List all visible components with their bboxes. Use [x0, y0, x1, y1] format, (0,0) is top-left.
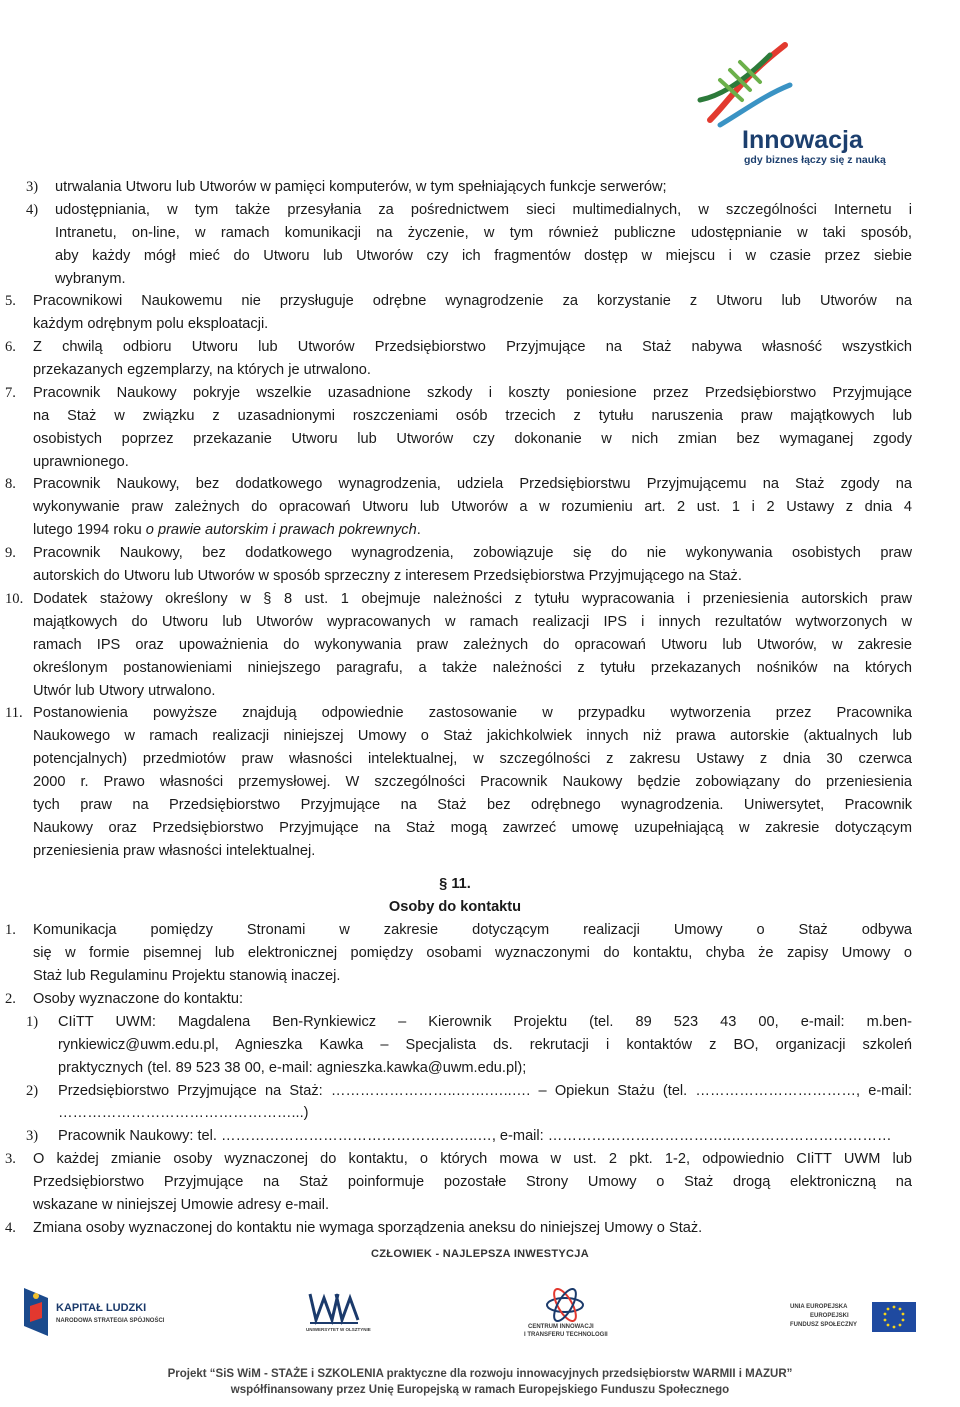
text-line: osobistych poprzez przekazanie Utworu lub Utworów czy dokonanie w nich zmian bez wymaganej zgody	[33, 431, 912, 447]
kapital-ludzki-logo	[24, 1288, 174, 1338]
logo-wordmark: Innowacja	[742, 126, 863, 154]
kapital-ludzki-title: KAPITAŁ LUDZKI	[56, 1302, 147, 1314]
text-line: Pracownik Naukowy, bez dodatkowego wynagrodzenia, udziela Przedsiębiorstwu Przyjmującemu na Staż zgody na	[33, 476, 912, 492]
ue-line2: EUROPEJSKI	[810, 1313, 849, 1319]
text-line: Pracownik Naukowy: tel. ……………………………………………..…, e-mail: ………………………………..……………………………	[58, 1128, 892, 1144]
text-line: 2000 r. Prawo własności przemysłowej. W szczególności Pracownik Naukowy będzie zobowiązany do przeniesienia	[33, 774, 912, 790]
eu-flag-icon	[872, 1302, 916, 1332]
list-number: 8.	[5, 476, 16, 492]
text-line: potencjalnych) przedmiotów praw własności intelektualnej, w szczególności z zakresu Ustawy z dnia 30 czerwca	[33, 751, 912, 767]
text-line: wybranym.	[55, 271, 126, 287]
list-number: 10.	[5, 591, 24, 607]
text-line: O każdej zmianie osoby wyznaczonej do kontaktu, o których mowa w ust. 2 pkt. 1-2, odpowiednio CIiTT UWM lub	[33, 1151, 912, 1167]
text-line: Pracownik Naukowy, bez dodatkowego wynagrodzenia, zobowiązuje się do nie wykonywania osobistych praw	[33, 545, 912, 561]
list-number: 5.	[5, 293, 16, 309]
footer-project-line2: współfinansowany przez Unię Europejską w ramach Europejskiego Funduszu Społecznego	[230, 1384, 730, 1396]
text-line: Z chwilą odbioru Utworu lub Utworów Przedsiębiorstwo Przyjmujące na Staż nabywa własność wszystkich	[33, 339, 912, 355]
text-line: Postanowienia powyższe znajdują odpowiednie zastosowanie w przypadku wytworzenia przez Pracownika	[33, 705, 912, 721]
list-number: 3)	[26, 1128, 39, 1144]
text-line: Pracownikowi Naukowemu nie przysługuje odrębne wynagrodzenie za korzystanie z Utworu lub Utworów na	[33, 293, 912, 309]
list-number: 4.	[5, 1220, 16, 1236]
atom-icon	[545, 1288, 585, 1322]
uwm-icon	[306, 1290, 362, 1326]
footer-project-line1: Projekt “SiS WiM - STAŻE i SZKOLENIA praktyczne dla rozwoju innowacyjnych przedsiębiorstw WARMII i MAZUR”	[167, 1368, 793, 1380]
text-line: CIiTT UWM: Magdalena Ben-Rynkiewicz – Kierownik Projektu (tel. 89 523 43 00, e-mail: m.ben-	[58, 1014, 912, 1030]
list-number: 2.	[5, 991, 16, 1007]
list-number: 7.	[5, 385, 16, 401]
text-line: Pracownik Naukowy pokryje wszelkie uzasadnione szkody i koszty poniesione przez Przedsiębiorstwo Przyjmujące	[33, 385, 912, 401]
footer-project-info	[0, 1366, 960, 1398]
footer-slogan: CZŁOWIEK - NAJLEPSZA INWESTYCJA	[371, 1248, 589, 1260]
text-line: wskazane w niniejszej Umowie adresy e-mail.	[33, 1197, 330, 1213]
list-number: 3.	[5, 1151, 16, 1167]
text-line: Komunikacja pomiędzy Stronami w zakresie dotyczącym realizacji Umowy o Staż odbywa	[33, 922, 912, 938]
text-line: utrwalania Utworu lub Utworów w pamięci komputerów, w tym spełniających funkcje serwerów;	[55, 179, 667, 195]
uwm-subtitle: UNIWERSYTET W OLSZTYNIE	[306, 1327, 371, 1332]
text-line: lutego 1994 roku o prawie autorskim i prawach pokrewnych.	[33, 522, 421, 538]
text-line: Dodatek stażowy określony w § 8 ust. 1 obejmuje należności z tytułu wypracowania i przeniesienia autorskich praw	[33, 591, 912, 607]
text-line: tych praw na Przedsiębiorstwo Przyjmujące na Staż bez odrębnego wynagrodzenia. Uniwersytet, Pracownik	[33, 797, 912, 813]
text-line: Zmiana osoby wyznaczonej do kontaktu nie wymaga sporządzenia aneksu do niniejszej Umowy o Staż.	[33, 1220, 703, 1236]
text-line: aby każdy mógł mieć do Utworu lub Utworów czy ich fragmentów dostęp w miejscu i w czasie przez siebie	[55, 248, 912, 264]
text-line: Intranetu, on-line, w ramach komunikacji na życzenie, w tym również publiczne udostępnianie w taki sposób,	[55, 225, 912, 241]
list-number: 11.	[5, 705, 23, 721]
text-line: majątkowych do Utworu lub Utworów wypracowanych w ramach realizacji IPS i innych rezultatów wytworzonych w	[33, 614, 912, 630]
kapital-ludzki-icon	[24, 1288, 48, 1336]
list-number: 4)	[26, 202, 39, 218]
text-line: się w formie pisemnej lub elektronicznej pomiędzy osobami wyznaczonymi do kontaktu, chyba że zapisy Umowy o	[33, 945, 912, 961]
list-number: 1)	[26, 1014, 39, 1030]
text-line: Naukowego w ramach realizacji niniejszej Umowy o Staż jakichkolwiek innych niż prawa autorskie (aktualnych lub	[33, 728, 912, 744]
centrum-line2: I TRANSFERU TECHNOLOGII	[524, 1332, 608, 1338]
centrum-innowacji-logo	[520, 1288, 610, 1340]
text-line: Utwór lub Utwory utrwalono.	[33, 683, 216, 699]
text-line: przeniesienia praw własności intelektualnej.	[33, 843, 316, 859]
logo-tagline: gdy biznes łączy się z nauką	[744, 154, 886, 166]
unia-europejska-logo	[790, 1300, 920, 1336]
text-line: Osoby wyznaczone do kontaktu:	[33, 991, 244, 1007]
ue-line1: UNIA EUROPEJSKA	[790, 1304, 848, 1310]
section-number: § 11.	[439, 876, 471, 892]
text-line: Przedsiębiorstwo Przyjmujące na Staż: ……………………..…….…..…. – Opiekun Stażu (tel. ……………………………, e-mail:	[58, 1083, 912, 1099]
text-line: Naukowy oraz Przedsiębiorstwo Przyjmujące na Staż mogą zawrzeć umowę uzupełniającą w zakresie dotyczącym	[33, 820, 912, 836]
list-number: 1.	[5, 922, 16, 938]
text-line: Przedsiębiorstwo Przyjmujące na Staż poinformuje pozostałe Strony Umowy o Staż drogą elektroniczną na	[33, 1174, 912, 1190]
text-line: każdym odrębnym polu eksploatacji.	[33, 316, 269, 332]
list-number: 2)	[26, 1083, 39, 1099]
text-line: rynkiewicz@uwm.edu.pl, Agnieszka Kawka – Specjalista ds. rekrutacji i kontaktów z BO, organizacji szkoleń	[58, 1037, 912, 1053]
text-line: udostępniania, w tym także przesyłania za pośrednictwem sieci multimedialnych, w szczególności Internetu i	[55, 202, 912, 218]
text-line: ramach IPS oraz upoważnienia do wykonywania praw zależnych do opracowań Utworu lub Utworów, w zakresie	[33, 637, 912, 653]
text-line: uprawnionego.	[33, 454, 129, 470]
text-line: wykonywanie praw zależnych do opracowań Utworu lub Utworów a w rozumieniu art. 2 ust. 1 i 2 Ustawy z dnia 4	[33, 499, 912, 515]
dna-helix-icon	[690, 40, 810, 130]
kapital-ludzki-subtitle: NARODOWA STRATEGIA SPÓJNOŚCI	[56, 1318, 165, 1324]
list-number: 3)	[26, 179, 39, 195]
text-line: autorskich do Utworu lub Utworów w sposób sprzeczny z interesem Przedsiębiorstwa Przyjmującego na Staż.	[33, 568, 742, 584]
text-line: przekazanych egzemplarzy, na których je utrwalono.	[33, 362, 371, 378]
centrum-line1: CENTRUM INNOWACJI	[528, 1324, 594, 1330]
text-line: określonym postanowieniami niniejszego paragrafu, a także należności z tytułu przekazanych nośników na których	[33, 660, 912, 676]
text-line: Staż lub Regulaminu Projektu stanowią inaczej.	[33, 968, 341, 984]
text-line: praktycznych (tel. 89 523 38 00, e-mail: agnieszka.kawka@uwm.edu.pl);	[58, 1060, 527, 1076]
list-number: 9.	[5, 545, 16, 561]
text-line: na Staż w związku z uzasadnionymi roszczeniami osób trzecich z tytułu naruszenia praw majątkowych lub	[33, 408, 912, 424]
list-number: 6.	[5, 339, 16, 355]
uwm-logo	[306, 1290, 371, 1338]
ue-line3: FUNDUSZ SPOŁECZNY	[790, 1322, 858, 1328]
innowacja-logo	[690, 40, 910, 170]
text-line: …………………………………………...)	[58, 1105, 309, 1121]
section-title: Osoby do kontaktu	[388, 899, 522, 915]
